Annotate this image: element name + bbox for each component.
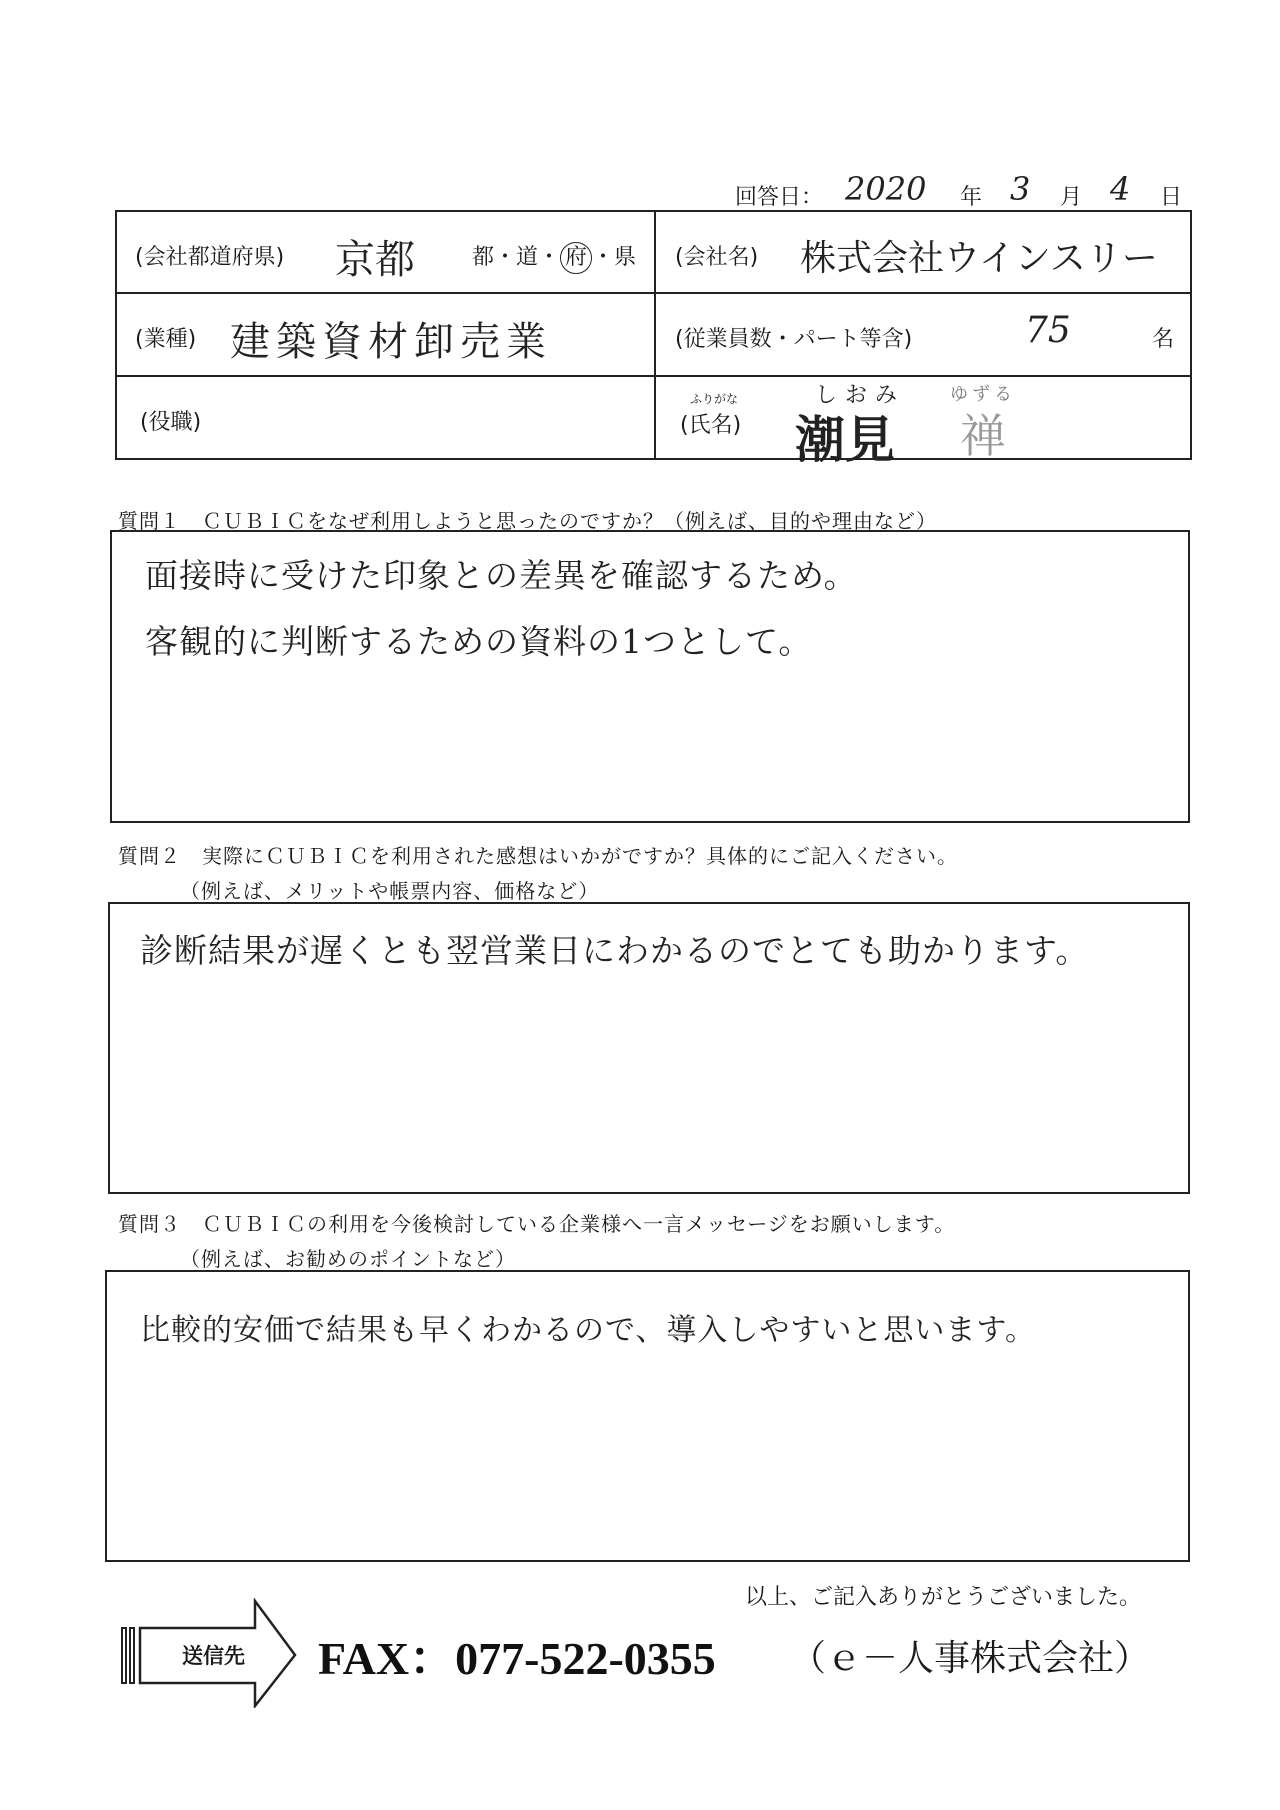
question-1-heading: 質問１ ＣＵＢＩＣをなぜ利用しようと思ったのですか？（例えば、目的や理由など） xyxy=(118,509,937,533)
question-3-subheading: （例えば、お勧めのポイントなど） xyxy=(180,1247,516,1271)
thanks-message: 以上、ご記入ありがとうございました。 xyxy=(745,1585,1142,1610)
prefecture-value: 京都 xyxy=(335,237,415,283)
question-2-answer-line: 診断結果が遅くとも翌営業日にわかるのでとても助かります。 xyxy=(140,931,1090,970)
answer-date-day: 4 xyxy=(1110,170,1131,208)
furigana-label: ふりがな xyxy=(690,392,739,406)
answer-date-year: 2020 xyxy=(845,170,927,208)
fax-number: FAX：077-522-0355 xyxy=(318,1633,716,1684)
position-label: (役職) xyxy=(140,410,202,435)
company-name-label: (会社名) xyxy=(675,245,759,270)
question-3-heading: 質問３ ＣＵＢＩＣの利用を今後検討している企業様へ一言メッセージをお願いします。 xyxy=(118,1212,956,1236)
table-row-divider xyxy=(115,292,1192,294)
name-furigana-given: ゆずる xyxy=(950,384,1016,405)
send-to-label: 送信先 xyxy=(182,1644,245,1668)
recipient-company: （ｅ－人事株式会社） xyxy=(790,1638,1151,1679)
employees-unit: 名 xyxy=(1152,327,1175,352)
question-1-answer-line: 面接時に受けた印象との差異を確認するため。 xyxy=(145,556,858,595)
answer-date-day-label: 日 xyxy=(1160,185,1183,210)
name-furigana-family: しおみ xyxy=(815,383,906,408)
answer-date-year-label: 年 xyxy=(960,185,983,210)
industry-label: (業種) xyxy=(135,327,197,352)
prefecture-suffix xyxy=(472,240,636,274)
name-label: (氏名) xyxy=(680,413,742,438)
name-family: 潮見 xyxy=(795,410,895,469)
prefecture-suffix-circled: 府 xyxy=(560,242,592,274)
name-given: 禅 xyxy=(960,409,1006,463)
employees-value: 75 xyxy=(1025,310,1071,351)
answer-date-month-label: 月 xyxy=(1060,185,1083,210)
table-column-divider xyxy=(654,210,656,460)
question-2-subheading: （例えば、メリットや帳票内容、価格など） xyxy=(180,879,600,903)
question-3-answer-line: 比較的安価で結果も早くわかるので、導入しやすいと思います。 xyxy=(140,1313,1036,1348)
company-name-value: 株式会社ウインスリー xyxy=(800,238,1158,279)
answer-date-label: 回答日： xyxy=(735,185,824,210)
question-2-heading: 質問２ 実際にＣＵＢＩＣを利用された感想はいかがですか？具体的にご記入ください。 xyxy=(118,844,958,868)
answer-date-month: 3 xyxy=(1010,170,1031,208)
table-row-divider xyxy=(115,375,1192,377)
question-1-answer-line: 客観的に判断するための資料の1つとして。 xyxy=(145,622,813,661)
employees-label: (従業員数・パート等含) xyxy=(675,327,913,352)
prefecture-suffix-part: ・県 xyxy=(592,245,637,270)
industry-value: 建築資材卸売業 xyxy=(230,319,552,365)
prefecture-label: (会社都道府県) xyxy=(135,245,285,270)
prefecture-suffix-part: 都・道・ xyxy=(472,245,561,270)
